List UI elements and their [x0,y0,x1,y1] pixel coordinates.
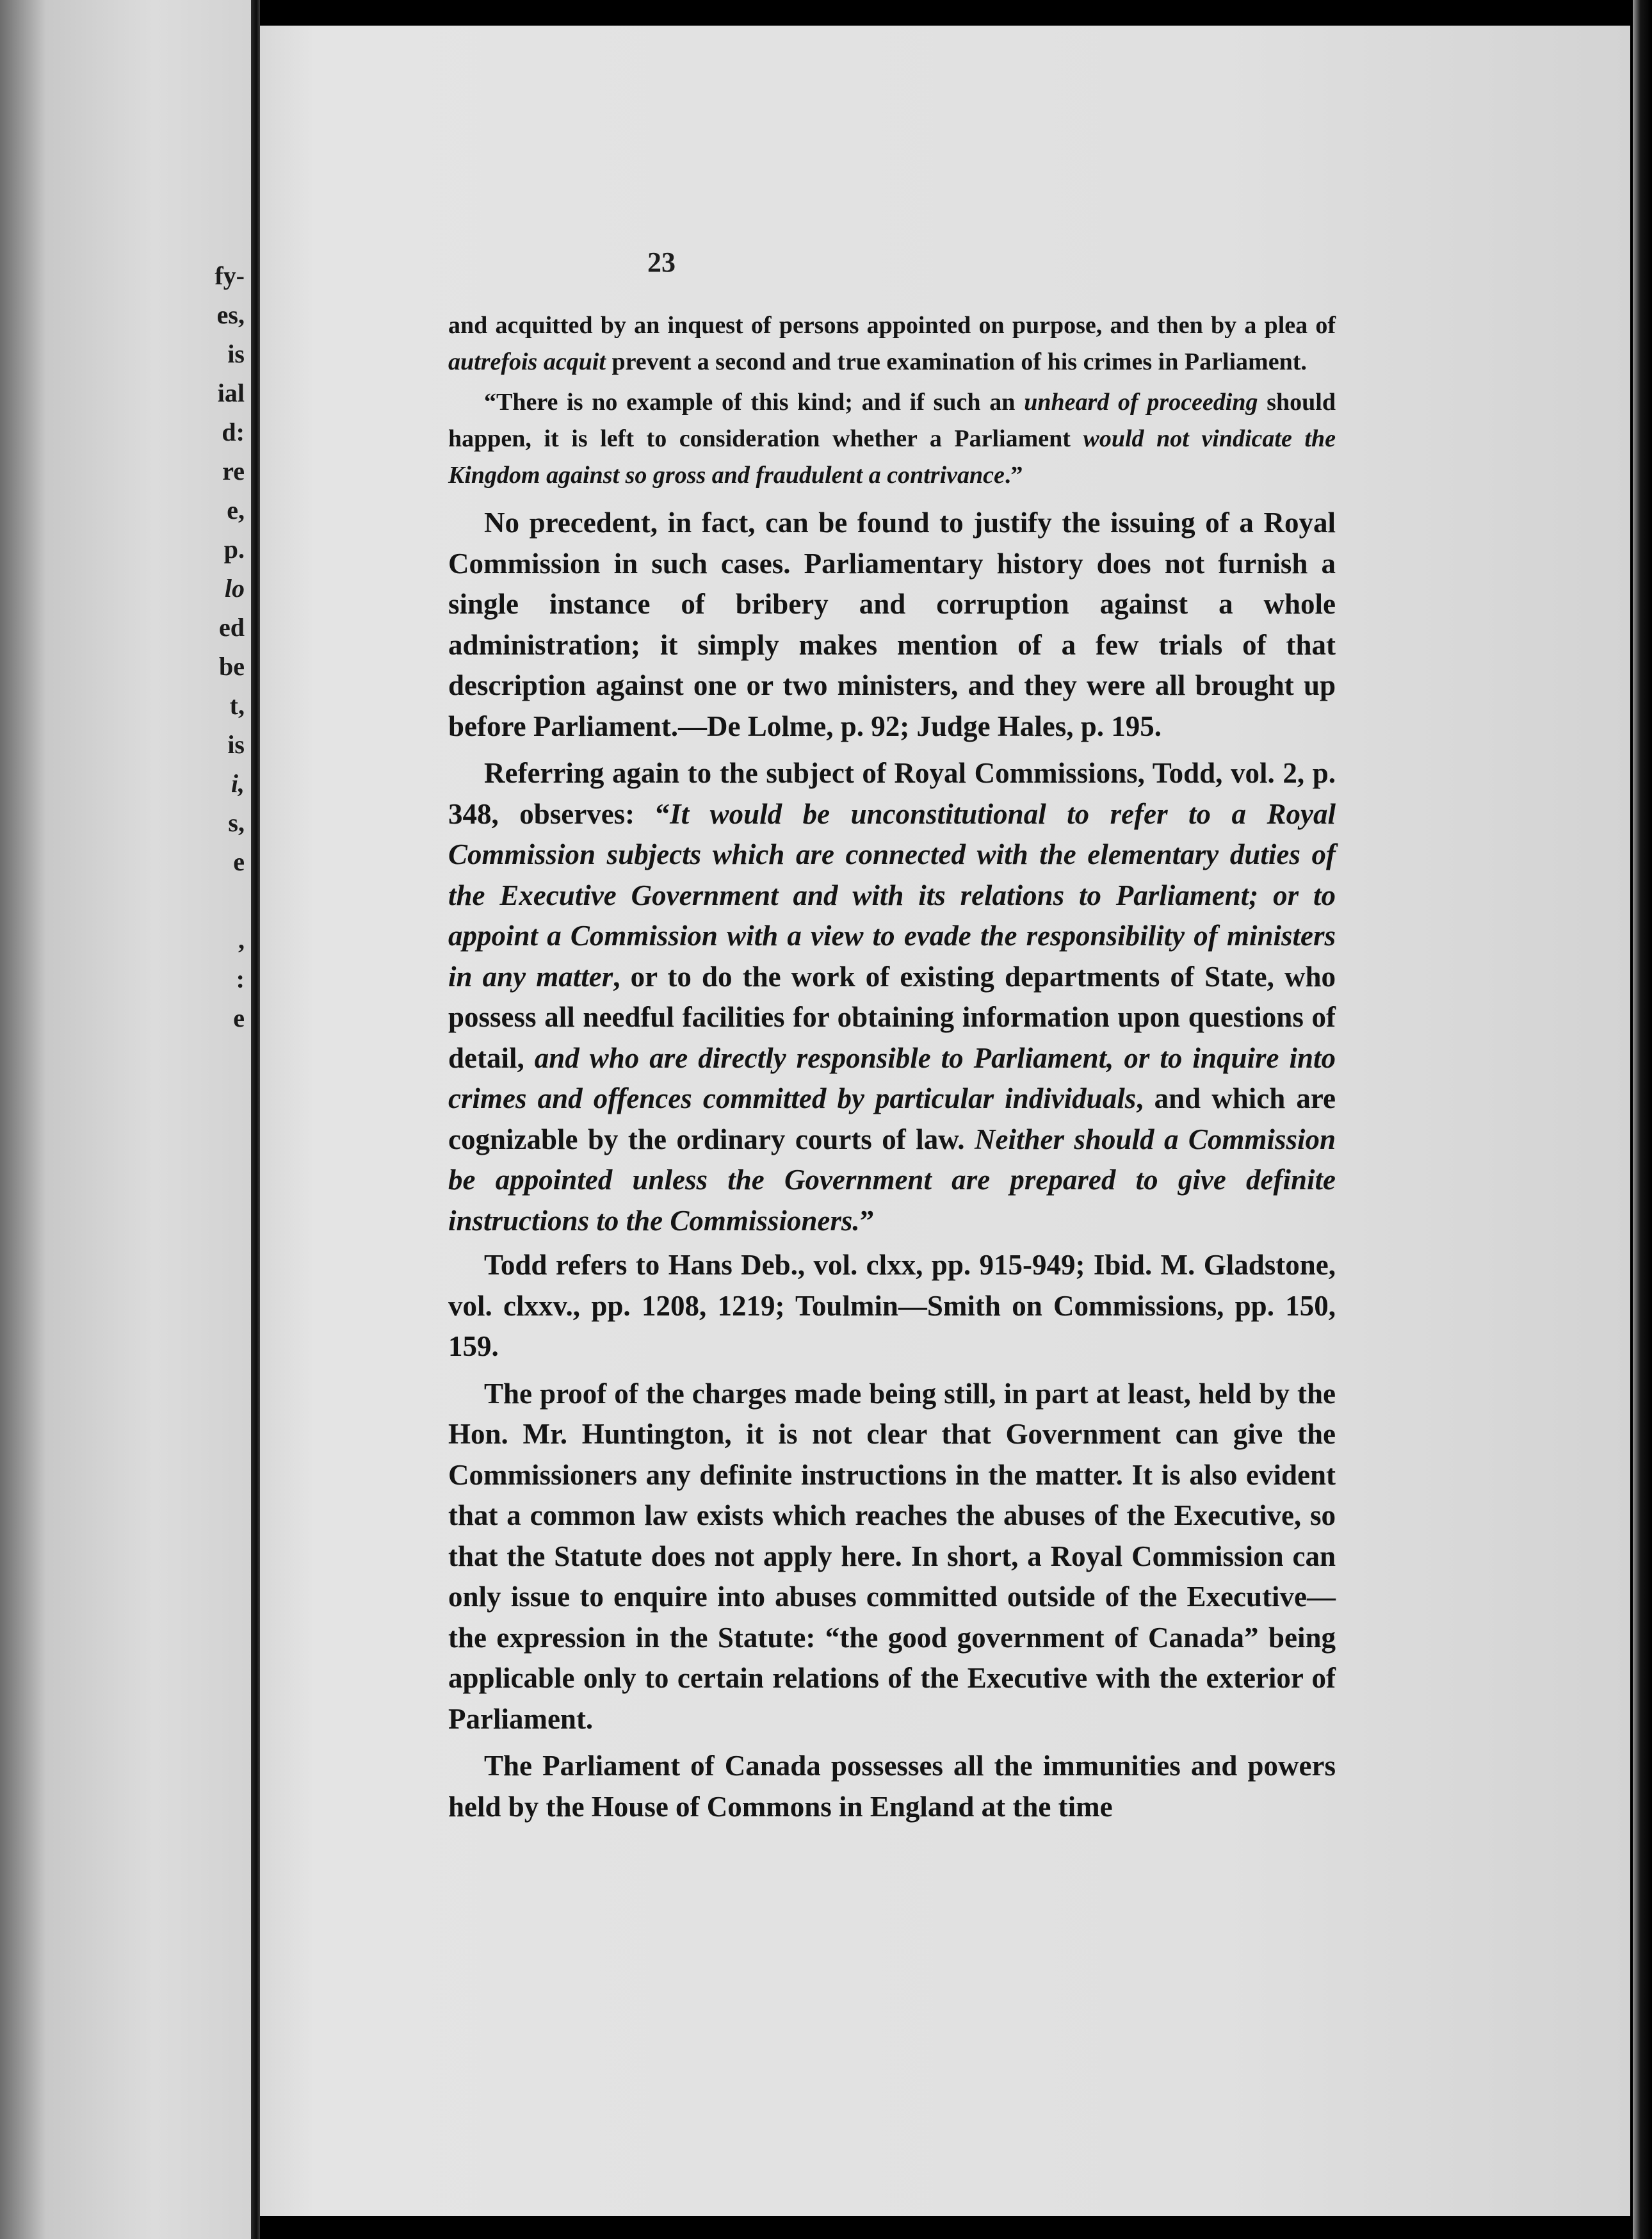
text-run: and acquitted by an inquest of persons appointed on purpose, and then by a plea of [448,312,1336,339]
fragment-line: ed [219,613,245,642]
italic-run: unheard of proceeding [1024,389,1258,416]
text-run: should happen, it is left to consideration whether a Parliament [448,389,1336,452]
fragment-line: fy- [215,261,245,290]
fragment-line: e, [227,496,245,525]
right-scan-edge [1633,0,1652,2239]
fragment-line: d: [222,418,245,446]
text-run: Referring again to the subject of Royal Commissions, Todd, vol. 2, p. 348, observes: “ [448,757,1336,830]
body-paragraph-todd-quote [448,753,1336,1241]
italic-run: would not vindicate the Kingdom against so gross and fraudulent a contrivance [448,425,1336,489]
fragment-line: be [219,652,245,681]
left-facing-page [0,0,256,2239]
body-paragraph-references [448,1245,1336,1367]
body-paragraph-parliament [448,1746,1336,1827]
text-run: “There is no example of this kind; and if such an [484,389,1024,416]
fragment-line: es, [216,300,245,329]
text-run: ” [859,1204,875,1237]
fragment-line: , [238,925,245,954]
body-paragraph-precedent [448,503,1336,747]
text-run: , or to do the work of existing departments of State, who possess all needful facilities for obtaining information upon questions of detail, [448,960,1336,1074]
body-paragraph-proof [448,1374,1336,1740]
fragment-line: t, [229,691,245,720]
text-run: , and which are cognizable by the ordinary courts of law. [448,1082,1336,1155]
fragment-line: is [227,730,245,759]
text-run: .” [1004,462,1023,489]
italic-run: It would be unconstitutional to refer to a Royal Commission subjects which are connected with the elementary duties of the Executive Government and with its relations to Parliament; or to appoint a Commission with a view to evade the responsibility of ministers in any matter [448,797,1336,993]
book-gutter [251,0,260,2239]
fragment-line: re [222,457,245,485]
fragment-line: lo [224,574,245,603]
italic-run: autrefois acquit [448,348,606,375]
text-run: No precedent, in fact, can be found to justify the issuing of a Royal Commission in such cases. Parliamentary history does not furnish a single instance of bribery and corruption against a whole administration; it simply makes mention of a few trials of that description against one or two ministers, and they were all brought up before Parliament.—De Lolme, p. 92; Judge Hales, p. 195. [448,507,1336,742]
fragment-line: s, [228,808,245,837]
fragment-line [168,881,245,920]
fragment-line: i, [231,769,245,798]
text-run: The Parliament of Canada possesses all the immunities and powers held by the House of Commons in England at the time [448,1750,1336,1823]
fragment-line: ial [217,379,245,407]
italic-run: and who are directly responsible to Parliament, or to inquire into crimes and offences committed by particular individuals [448,1041,1336,1114]
fragment-line: p. [223,535,245,564]
text-run: prevent a second and true examination of his crimes in Parliament. [605,348,1307,375]
page-number: 23 [647,247,676,278]
fragment-line: : [236,965,245,993]
text-run: Todd refers to Hans Deb., vol. clxx, pp. 915-949; Ibid. M. Gladstone, vol. clxxv., pp. 1208, 1219; Toulmin—Smith on Commissions, pp. 150, 159. [448,1249,1336,1362]
page-body [448,307,1336,1827]
quote-paragraph-1 [448,307,1336,380]
quote-paragraph-2 [448,384,1336,494]
text-run: The proof of the charges made being still, in part at least, held by the Hon. Mr. Huntington, it is not clear that Government can give the Commissioners any definite instructions in the matter. It is also evident that a common law exists which reaches the abuses of the Executive, so that the Statute does not apply here. In short, a Royal Commission can only issue to enquire into abuses committed outside of the Executive—the expression in the Statute: “the good government of Canada” being applicable only to certain relations of the Executive with the exterior of Parliament. [448,1377,1336,1735]
fragment-line: is [227,339,245,368]
italic-run: Neither should a Commission be appointed unless the Government are prepared to give definite instructions to the Commissioners. [448,1123,1336,1237]
fragment-line: e [233,847,245,876]
left-page-text-fragments [168,256,245,1038]
fragment-line: e [233,1004,245,1032]
